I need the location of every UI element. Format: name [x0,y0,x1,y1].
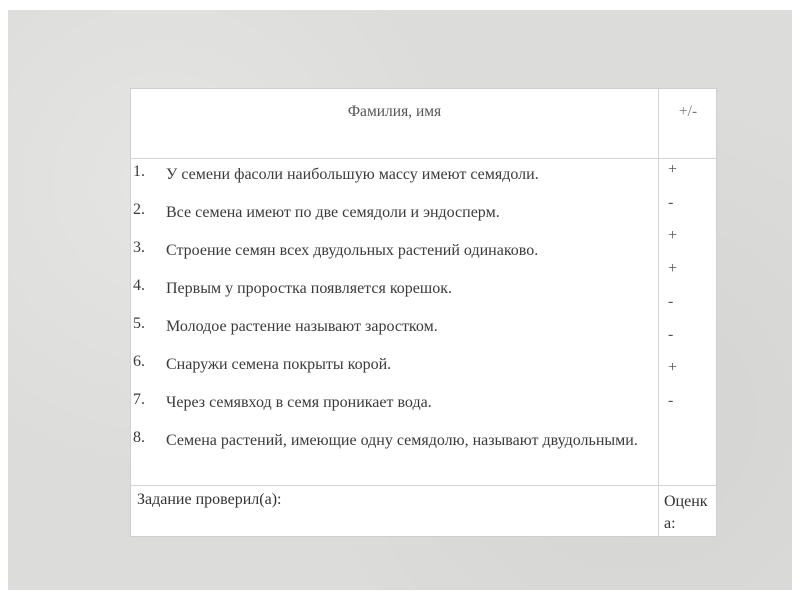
answer-mark: + [668,359,678,376]
list-item [131,351,658,389]
item-text: Строение семян всех двудольных растений одинаково. [166,242,539,259]
answer-mark: + [668,161,678,178]
checked-by-label: Задание проверил(а): [137,491,282,508]
list-item [131,161,658,199]
item-text: Через семявход в семя проникает вода. [166,394,432,411]
header-name: Фамилия, имя [347,103,442,120]
item-number: 6. [133,353,145,370]
item-text: Первым у проростка появляется корешок. [166,280,452,297]
item-number: 3. [133,239,145,256]
item-text: Молодое растение называют заростком. [166,318,438,335]
list-item [131,199,658,237]
list-item [131,237,658,275]
answer-mark: - [668,194,674,211]
list-item [131,389,658,427]
answer-mark: + [668,227,678,244]
list-item [131,275,658,313]
item-text: Снаружи семена покрыты корой. [166,356,392,373]
answer-mark: + [668,260,678,277]
item-number: 8. [133,429,145,446]
item-text: У семени фасоли наибольшую массу имеют семядоли. [166,166,539,183]
answer-mark: - [668,293,674,310]
item-number: 5. [133,315,145,332]
item-number: 1. [133,163,145,180]
list-item [131,313,658,351]
header-mark: +/- [678,103,698,120]
column-divider [658,89,659,536]
grade-label: Оценка: [664,493,708,532]
statement-list [131,161,658,479]
item-text: Семена растений, имеющие одну семядолю, называют двудольными. [166,432,638,449]
row-divider [131,158,716,159]
item-text: Все семена имеют по две семядоли и эндосперм. [166,204,500,221]
slide-background [8,10,792,590]
item-number: 7. [133,391,145,408]
answer-marks [668,161,708,425]
answer-mark: - [668,326,674,343]
row-divider [131,485,716,486]
list-item [131,427,658,479]
quiz-table [130,88,717,537]
item-number: 4. [133,277,145,294]
item-number: 2. [133,201,145,218]
answer-mark: - [668,392,674,409]
